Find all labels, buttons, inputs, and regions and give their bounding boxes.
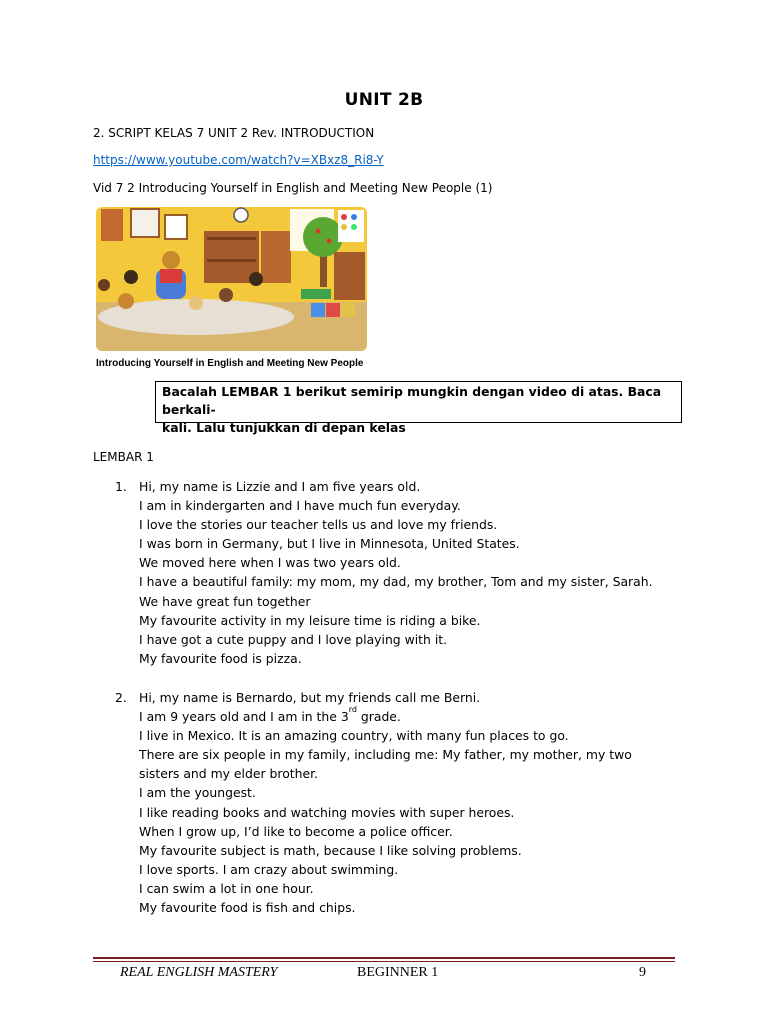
video-thumbnail[interactable] [96, 207, 367, 351]
video-title: Vid 7 2 Introducing Yourself in English and Meeting New People (1) [93, 181, 493, 195]
section-heading: LEMBAR 1 [93, 450, 154, 464]
passage-line: My favourite subject is math, because I like solving problems. [139, 842, 522, 858]
grade-tail: grade. [356, 709, 401, 725]
passage-line: I am the youngest. [139, 785, 256, 801]
page-number: 9 [639, 965, 646, 980]
video-link[interactable]: https://www.youtube.com/watch?v=XBxz8_Ri8-Y [93, 153, 384, 167]
script-line: 2. SCRIPT KELAS 7 UNIT 2 Rev. INTRODUCTION [93, 126, 375, 140]
classroom-illustration [96, 207, 367, 351]
passage-line: sisters and my elder brother. [139, 766, 318, 782]
passage-line: My favourite activity in my leisure time is riding a bike. [139, 612, 481, 628]
passage-line: Hi, my name is Bernardo, but my friends call me Berni. [139, 690, 481, 705]
footer-rule [93, 961, 675, 962]
passage-line: I live in Mexico. It is an amazing country, with many fun places to go. [139, 728, 569, 744]
passage-line: I can swim a lot in one hour. [139, 880, 314, 896]
passage-line: We moved here when I was two years old. [139, 555, 401, 571]
passage-line-grade [139, 707, 679, 726]
passage-line: I love the stories our teacher tells us and love my friends. [139, 517, 498, 533]
passage-line: My favourite food is pizza. [139, 650, 302, 666]
passage-line: I have a beautiful family: my mom, my dad, my brother, Tom and my sister, Sarah. [139, 574, 653, 590]
footer-rule [93, 957, 675, 959]
page-title: UNIT 2B [344, 90, 424, 110]
passage-number: 2. [115, 690, 127, 705]
instruction-line-1: Bacalah LEMBAR 1 berikut semirip mungkin dengan video di atas. Baca berkali- [162, 384, 662, 417]
instruction-box [155, 381, 682, 435]
passage-number: 1. [115, 479, 127, 494]
passage-line: I was born in Germany, but I live in Minnesota, United States. [139, 536, 520, 552]
passage-line: I love sports. I am crazy about swimming. [139, 861, 399, 877]
thumbnail-caption: Introducing Yourself in English and Meeting New People [96, 358, 364, 369]
grade-text: I am 9 years old and I am in the 3 [139, 709, 349, 725]
passage-line: I am in kindergarten and I have much fun everyday. [139, 498, 461, 514]
passage-line: There are six people in my family, including me: My father, my mother, my two [139, 747, 632, 763]
footer-course: REAL ENGLISH MASTERY [120, 965, 278, 980]
footer-level: BEGINNER 1 [357, 965, 439, 980]
passage-line: When I grow up, I’d like to become a police officer. [139, 823, 453, 839]
passage-line: Hi, my name is Lizzie and I am five years old. [139, 479, 421, 494]
grade-suffix: rd [348, 705, 357, 715]
instruction-line-2: kali. Lalu tunjukkan di depan kelas [162, 420, 406, 435]
passage-line: My favourite food is fish and chips. [139, 900, 356, 916]
passage-line: We have great fun together [139, 593, 311, 609]
passage-line: I like reading books and watching movies with super heroes. [139, 804, 515, 820]
passage-line: I have got a cute puppy and I love playing with it. [139, 631, 448, 647]
